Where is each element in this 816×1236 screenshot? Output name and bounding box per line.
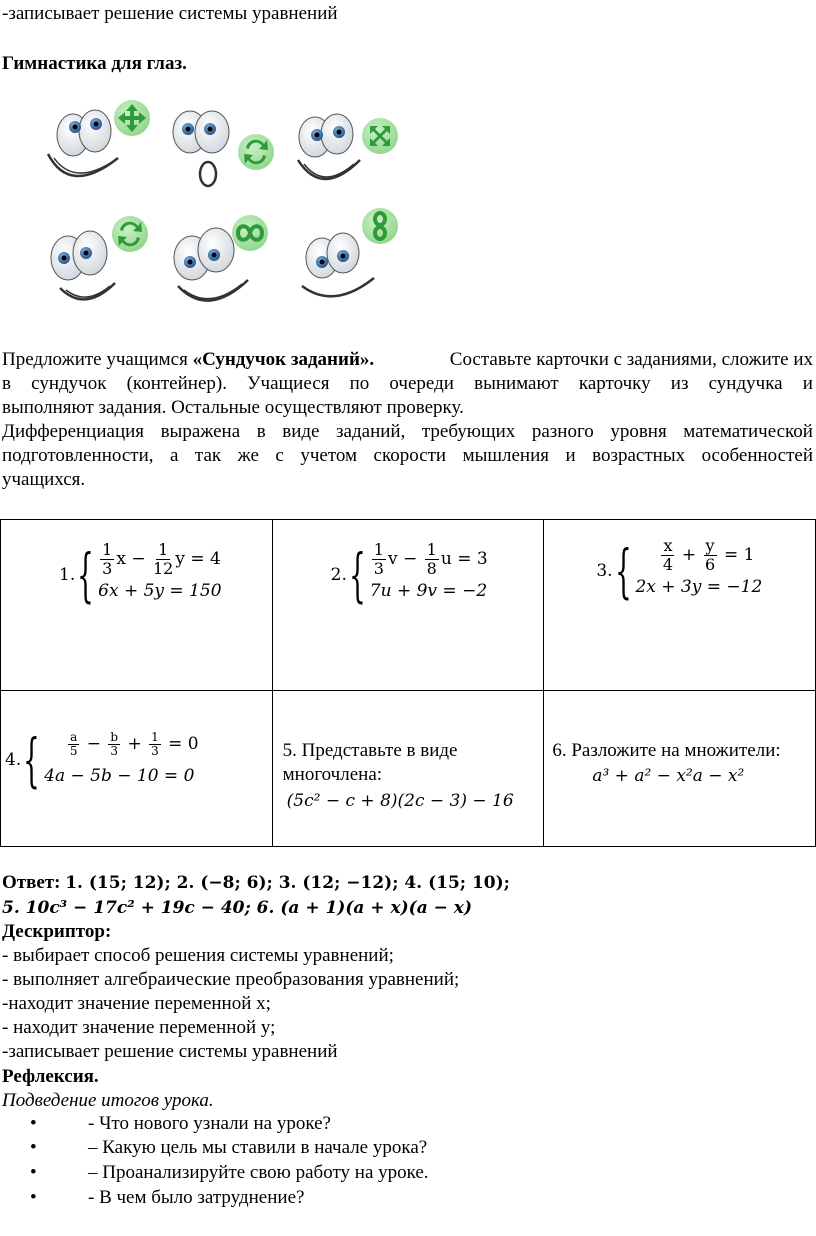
word: разного xyxy=(531,421,594,442)
task-4-cell xyxy=(1,691,273,847)
word: и xyxy=(565,445,576,466)
reflection-item: - Что нового узнали на уроке? xyxy=(88,1113,331,1134)
diff-line3: учащихся. xyxy=(2,469,86,490)
task-2-cell xyxy=(272,520,544,691)
frac-den: 8 xyxy=(426,558,437,578)
face-6 xyxy=(302,233,374,296)
word: подготовленности, xyxy=(2,445,154,466)
task-1-number: 1. xyxy=(59,565,76,585)
frac-den: 3 xyxy=(102,558,113,578)
task-2-eq2: 7u + 9v = −2 xyxy=(369,581,488,601)
task-6-cell xyxy=(544,691,816,847)
figure-eight-icon xyxy=(362,208,398,244)
task-5-line2: многочлена: xyxy=(282,764,383,785)
tasks-table xyxy=(0,519,816,847)
answer-values-2: 5. 10c³ − 17c² + 19c − 40; 6. (a + 1)(a + x)(a − x) xyxy=(2,898,472,918)
task-3-eq2: 2x + 3y = −12 xyxy=(635,577,763,597)
face-4 xyxy=(51,231,115,299)
frac-num: x xyxy=(663,535,673,555)
word: заданий, xyxy=(336,421,406,442)
intro-paragraph xyxy=(2,349,814,493)
top-line: -записывает решение системы уравнений xyxy=(2,3,338,24)
word: скорости xyxy=(373,445,447,466)
word: так xyxy=(194,445,222,466)
answer-label: Ответ: xyxy=(2,872,61,893)
frac-num: 1 xyxy=(426,539,437,559)
rhs: = 1 xyxy=(724,545,755,565)
answer-values-1: 1. (15; 12); 2. (−8; 6); 3. (12; −12); 4. (15; 10); xyxy=(65,873,510,893)
frac-num: 1 xyxy=(102,539,113,559)
word: учетом xyxy=(300,445,358,466)
frac-den: 5 xyxy=(69,743,78,758)
brace: { xyxy=(77,541,94,609)
word: особенностей xyxy=(701,445,813,466)
var: u xyxy=(440,549,452,569)
bullet: • xyxy=(30,1113,37,1134)
diagonal-arrows-icon xyxy=(362,118,398,154)
word: карточку xyxy=(578,373,651,394)
word: в xyxy=(256,421,266,442)
intro-prefix: Предложите учащимся xyxy=(2,349,188,370)
rotate-clockwise-icon xyxy=(112,216,148,252)
task-1-cell xyxy=(1,520,273,691)
frac-den: 12 xyxy=(152,558,174,578)
descriptor-item: - находит значение переменной у; xyxy=(2,1017,276,1038)
rhs: = 4 xyxy=(190,549,221,569)
frac-num: 1 xyxy=(158,539,169,559)
frac-num: b xyxy=(110,729,119,744)
bullet: • xyxy=(30,1137,37,1158)
brace: { xyxy=(23,726,40,794)
frac-num: y xyxy=(705,535,715,555)
face-2 xyxy=(173,111,229,186)
frac-num: 1 xyxy=(373,539,384,559)
var: x xyxy=(116,549,126,569)
frac-den: 3 xyxy=(151,743,159,758)
word: в xyxy=(2,373,11,394)
answer-line1 xyxy=(2,871,510,895)
rotate-icon xyxy=(238,134,274,170)
word: виде xyxy=(282,421,320,442)
word: же xyxy=(237,445,259,466)
task-6-line1: 6. Разложите на множители: xyxy=(552,740,781,761)
diff-line1 xyxy=(2,421,813,445)
brace: { xyxy=(349,541,366,609)
task-5-line1: 5. Представьте в виде xyxy=(282,740,458,761)
var: y xyxy=(175,549,185,569)
task-3-system: 3. { $\frac{x}{4}$ + $\frac{y}{6}$ = 1 2x + 3y = −12 xyxy=(596,535,763,605)
reflection-item: – Проанализируйте свою работу на уроке. xyxy=(88,1162,429,1183)
word: требующих xyxy=(421,421,516,442)
task-2-system: 2. { $\frac{1}{3}$ v − $\frac{1}{8}$ u = 3 7u + 9v = −2 xyxy=(330,539,488,609)
frac-den: 3 xyxy=(373,558,384,578)
task-4-number: 4. xyxy=(5,750,22,770)
task-5-expr: (5c² − c + 8)(2c − 3) − 16 xyxy=(286,791,514,811)
frac-den: 4 xyxy=(662,554,674,574)
word: вынимают xyxy=(474,373,559,394)
task-1-eq2: 6x + 5y = 150 xyxy=(98,581,222,601)
frac-den: 6 xyxy=(704,554,716,574)
rhs: = 0 xyxy=(168,734,199,754)
rhs: = 3 xyxy=(457,549,488,569)
intro-line3: выполняют задания. Остальные осуществляют проверку. xyxy=(2,397,464,418)
frac-num: a xyxy=(70,729,78,744)
reflection-item: – Какую цель мы ставили в начале урока? xyxy=(88,1137,428,1158)
word: из xyxy=(670,373,689,394)
word: уровня xyxy=(610,421,667,442)
word: (контейнер). xyxy=(126,373,227,394)
task-4-eq2: 4a − 5b − 10 = 0 xyxy=(44,766,195,786)
descriptor-item: - выполняет алгебраические преобразования уравнений; xyxy=(2,969,460,990)
word: очереди xyxy=(389,373,454,394)
task-6-expr: a³ + a² − x²a − x² xyxy=(592,766,745,786)
brace: { xyxy=(614,537,632,605)
descriptor-item: - выбирает способ решения системы уравнений; xyxy=(2,945,394,966)
task-5-cell xyxy=(272,691,544,847)
frac-den: 3 xyxy=(110,743,119,758)
task-4-system: 4. { $\frac{a}{5}$ − $\frac{b}{3}$ + $\frac{1}{3}$ = 0 4a − 5b − 10 = 0 xyxy=(5,726,199,794)
word: а xyxy=(170,445,179,466)
word: и xyxy=(802,373,813,394)
word: Учащиеся xyxy=(247,373,330,394)
word: сундучок xyxy=(31,373,107,394)
reflection-title: Рефлексия. xyxy=(2,1066,99,1087)
intro-line2 xyxy=(2,373,813,397)
gym-title: Гимнастика для глаз. xyxy=(2,53,187,74)
infinity-icon xyxy=(232,215,268,251)
word: Дифференциация xyxy=(2,421,145,442)
face-1 xyxy=(48,110,118,176)
intro-rest-line1: Составьте карточки с заданиями, сложите их xyxy=(449,349,813,370)
word: возрастных xyxy=(592,445,686,466)
answer-line2 xyxy=(2,896,472,920)
task-2-number: 2. xyxy=(330,565,347,585)
eye-gymnastics-illustration xyxy=(40,98,420,323)
diff-line2 xyxy=(2,445,813,469)
move-arrows-icon xyxy=(114,100,150,136)
word: сундучка xyxy=(708,373,783,394)
word: математической xyxy=(683,421,813,442)
descriptor-item: -находит значение переменной х; xyxy=(2,993,271,1014)
word: по xyxy=(349,373,370,394)
task-3-number: 3. xyxy=(596,561,613,581)
descriptor-title: Дескриптор: xyxy=(2,921,112,942)
task-3-cell xyxy=(544,520,816,691)
intro-bold: «Сундучок заданий». xyxy=(192,349,375,370)
task-1-system: 1. { $\frac{1}{3}$ x − $\frac{1}{12}$ y = 4 6x + 5y = 150 xyxy=(59,539,222,609)
word: выражена xyxy=(160,421,241,442)
face-3 xyxy=(298,114,360,179)
word: с xyxy=(275,445,284,466)
frac-num: 1 xyxy=(151,729,159,744)
descriptor-item: -записывает решение системы уравнений xyxy=(2,1041,338,1062)
reflection-item: - В чем было затруднение? xyxy=(88,1187,305,1208)
word: мышления xyxy=(462,445,549,466)
reflection-subtitle: Подведение итогов урока. xyxy=(2,1090,214,1111)
var: v xyxy=(387,549,398,569)
bullet: • xyxy=(30,1187,37,1208)
bullet: • xyxy=(30,1162,37,1183)
